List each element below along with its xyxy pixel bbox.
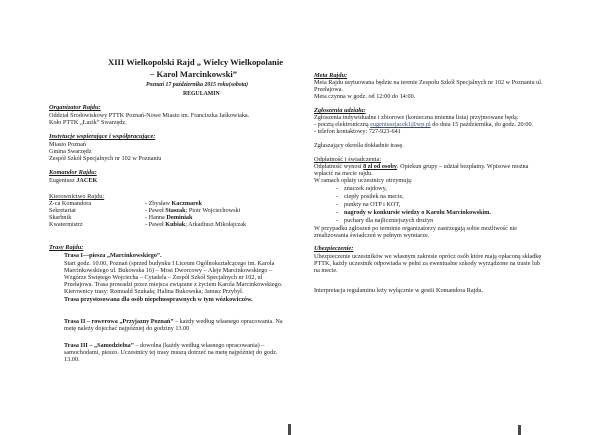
route-1-accessibility-note: Trasa przystosowana dla osób niepełnosprawnych w tym wózkowiczów.: [64, 296, 253, 303]
commander-first-name: Eugeniusz: [49, 177, 77, 184]
management-heading: Kierownictwo Rajdu:: [49, 193, 105, 200]
extra: ; Arkadiusz Mikołajczak: [185, 221, 247, 228]
organizer-line-2: Koło PTTK „Łazik” Swarzędz.: [49, 119, 127, 126]
management-role-1: Z-ca Komandora: [49, 200, 92, 207]
institution-line-3: Zespół Szkół Specjalnych nr 102 w Poznaniu: [49, 155, 162, 162]
institutions-heading: Instytucje wspierające i współpracujące:: [49, 133, 156, 140]
route-1-line-3: Wzgórze Świętego Wojciecha – Cytadela – Zespół Szkół Specjalnych nr 102, ul: [64, 274, 263, 281]
fees-line-5: zrealizowania świadczeń w pełnym wymiarze.: [314, 232, 430, 239]
route-2-desc: – każdy według własnego opracowania. Na: [173, 318, 283, 325]
surname: Kaczmarek: [171, 200, 202, 207]
dash: -: [145, 207, 148, 214]
first-name: Zbysław: [148, 200, 172, 207]
route-1-title: Trasa I—piesza „Marcinkowskiego”.: [64, 252, 162, 259]
regulamin-heading: REGULAMIN: [183, 91, 220, 97]
commander-name: [49, 177, 97, 184]
surname: Kubiak: [165, 221, 186, 228]
route-1-line-4: Przełajowa. Trasa prowadzi przez miejsca związane z życiem Karola Marcinkowskiego.: [64, 281, 283, 288]
email-prefix: - pocztą elektroniczną: [314, 121, 371, 128]
route-2-title: Trasa II – rowerowa „Przyjazny Poznań”: [64, 318, 174, 325]
title-line-2: – Karol Marcinkowski”: [150, 69, 238, 79]
management-role-3: Skarbnik: [49, 214, 72, 221]
fees-line-4: W przypadku zgłoszeń po terminie organizatorzy zastrzegają sobie możliwość nie: [314, 225, 518, 232]
event-date: Poznań 17 października 2015 roku(sobota): [146, 82, 249, 88]
scan-mark-left: [288, 424, 291, 435]
commander-surname: JACEK: [76, 177, 98, 184]
finish-heading: Meta Rajdu:: [314, 72, 348, 79]
surname: Dominiak: [166, 214, 193, 221]
registration-note: Zgłaszający określa dokładnie trasę.: [314, 142, 404, 149]
insurance-line-1: Ubezpieczenie uczestników we własnym zakresie oprócz osób które mają opłaconą składkę: [314, 253, 542, 260]
routes-heading: Trasy Rajdu:: [49, 244, 84, 251]
dash: -: [145, 214, 148, 221]
institution-line-1: Miasto Poznań: [49, 141, 86, 148]
interpretation-line: Interpretacja regulaminu leży wyłącznie w gestii Komandora Rajdu.: [314, 287, 484, 294]
commander-heading: Komandor Rajdu:: [49, 169, 97, 176]
extra: ; Piotr Wojciechowski: [185, 207, 241, 214]
email-link[interactable]: eugeniuszjacek1@wp.pl: [370, 121, 431, 128]
route-1-line-5: Kierownicy trasy: Romuald Szukała; Halina Bukowska; Janusz Przybył.: [64, 288, 244, 295]
insurance-line-3: na mecie.: [314, 267, 338, 274]
insurance-line-2: PTTK, każdy uczestnik odpowiada w pełni za ewentualne szkody wyrządzone na trasie lub: [314, 260, 540, 267]
fees-heading: Odpłatność i świadczenia:: [314, 156, 382, 163]
insurance-heading: Ubezpieczenie:: [314, 245, 354, 252]
benefit-item-1: - znaczek rajdowy,: [336, 185, 387, 192]
fees-line-3: W ramach opłaty uczestnicy otrzymują:: [314, 177, 413, 184]
surname: Staszak: [165, 207, 186, 214]
institution-line-2: Gmina Swarzędz: [49, 148, 92, 155]
dash: -: [145, 200, 148, 207]
route-3-line-2: samochodami, pieszo. Uczestnicy tej trasy muszą dotrzeć na metę najpóźniej do godz.: [64, 349, 278, 356]
route-2-line-2: metę należy dojechać najpóźniej do godziny 13.00: [64, 325, 190, 332]
finish-line-2: Przełajowa.: [314, 86, 344, 93]
finish-line-1: Meta Rajdu usytuowana będzie na terenie Zespołu Szkół Specjalnych nr 102 w Poznaniu ul.: [314, 79, 543, 86]
management-role-4: Kwatermistrz: [49, 221, 83, 228]
registration-line-1: Zgłoszenia indywidualne i zbiorowe (konieczna imienna lista) przyjmowane będą:: [314, 114, 519, 121]
route-1-line-1: Start godz. 10.00, Poznań (sprzed budynku I Liceum Ogólnokształcącego im. Karola: [64, 260, 275, 267]
management-person-4: [145, 221, 246, 228]
finish-line-3: Meta czynna w godz. od 12:00 do 14:00.: [314, 93, 416, 100]
first-name: Paweł: [148, 207, 166, 214]
organizer-heading: Organizator Rajdu:: [49, 104, 101, 111]
route-3-line-3: 13.00.: [64, 356, 80, 363]
benefit-item-2: - ciepły posiłek na mecie,: [336, 193, 404, 200]
management-role-2: Sekretariat: [49, 207, 76, 214]
fee-amount: 8 zł od osoby: [363, 163, 398, 170]
fee-suffix: . Opiekun grupy – udział bezpłatny. Wpisowe można: [397, 163, 529, 170]
first-name: Paweł: [148, 221, 166, 228]
first-name: Hanna: [148, 214, 167, 221]
scan-mark-right: [518, 425, 521, 435]
route-1-line-2: Marcinkowskiego ul. Bukowska 16) – Most Dworcowy – Aleje Marcinkowskiego –: [64, 267, 273, 274]
route-3-desc: – dowolna (każdy według własnego opracowania) –: [133, 342, 265, 349]
route-3-title: Trasa III – „Samodzielna”: [64, 342, 134, 349]
benefit-item-4: - nagrody w konkursie wiedzy o Karolu Marcinkowskim.: [336, 209, 491, 216]
dash: -: [145, 221, 148, 228]
benefit-item-3: - punkty na OTP i KOT,: [336, 201, 400, 208]
organizer-line-1: Oddział Środowiskowy PTTK Poznań-Nowe Miasto im. Franciszka Jaśkowiaka.: [49, 112, 250, 119]
email-suffix: do dnia 15 października, do godz. 20:00.: [430, 121, 534, 128]
fee-prefix: Odpłatność wynosi: [314, 163, 364, 170]
title-line-1: XIII Wielkopolski Rajd „ Wielcy Wielkopolanie: [108, 57, 284, 67]
fees-line-2: wpłacić na mecie rajdu.: [314, 170, 373, 177]
registration-heading: Zgłoszenia udziału:: [314, 107, 366, 114]
registration-phone: - telefon kontaktowy: 727-923-641: [314, 128, 401, 135]
benefit-item-5: - puchary dla najliczniejszych drużyn: [336, 217, 433, 224]
